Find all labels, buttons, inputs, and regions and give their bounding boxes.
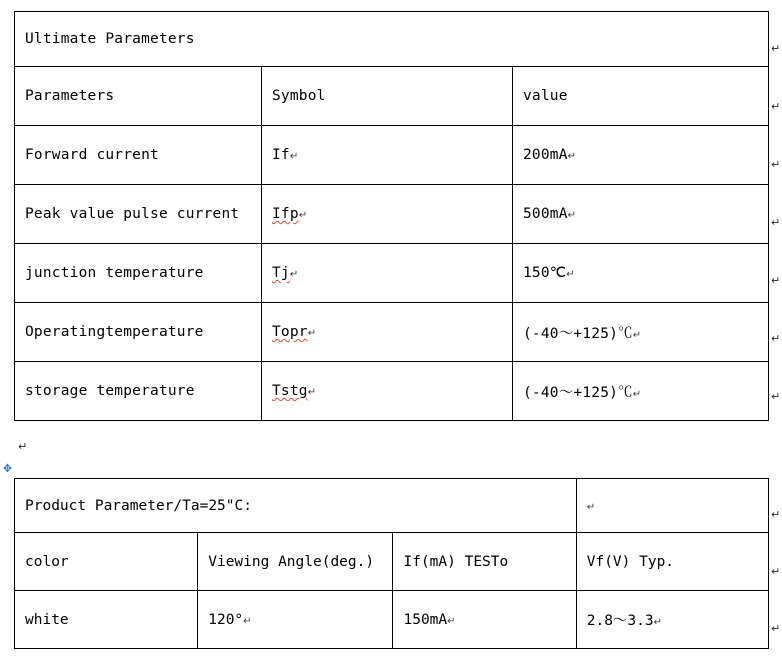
cell-text: Ifp	[272, 206, 299, 222]
paragraph-mark-icon: ↵	[243, 615, 252, 627]
table2-title: Product Parameter/Ta=25"C:	[25, 497, 252, 514]
paragraph-mark-icon: ↵	[771, 216, 781, 229]
cell-text: Operatingtemperature	[25, 324, 204, 340]
paragraph-mark-icon: ↵	[771, 390, 781, 403]
table2-title-extra-cell[interactable]	[576, 479, 768, 533]
cell-text: Symbol	[272, 88, 326, 104]
cell-text: 200mA	[523, 147, 568, 163]
table2-header-if-test[interactable]	[393, 533, 576, 591]
cell-value[interactable]	[513, 362, 769, 421]
cell-text: Forward current	[25, 147, 159, 163]
cell-text: value	[523, 88, 568, 104]
cell-color[interactable]	[15, 591, 198, 649]
cell-text: (-40～+125)℃	[523, 384, 633, 401]
paragraph-mark-icon: ↵	[567, 151, 577, 162]
cell-text: Peak value pulse current	[25, 206, 240, 222]
table1-header-value[interactable]	[513, 67, 769, 126]
cell-viewing-angle[interactable]	[198, 591, 393, 649]
table2-header-viewing-angle[interactable]	[198, 533, 393, 591]
cell-parameter[interactable]	[15, 126, 262, 185]
cell-text: If(mA) TESTo	[403, 553, 509, 570]
table-row	[15, 185, 769, 244]
table-row	[15, 126, 769, 185]
table2-header-color[interactable]	[15, 533, 198, 591]
cell-text: Tj	[272, 265, 290, 281]
cell-text: Tstg	[272, 383, 308, 399]
table-move-handle-icon[interactable]: ✥	[2, 462, 13, 475]
table-row	[15, 12, 769, 67]
cell-text: Topr	[272, 324, 308, 340]
paragraph-mark-icon: ↵	[586, 501, 596, 513]
cell-text: 2.8～3.3	[586, 613, 654, 629]
table-row	[15, 303, 769, 362]
cell-parameter[interactable]	[15, 185, 262, 244]
paragraph-mark-icon: ↵	[771, 100, 781, 113]
cell-text: Viewing Angle(deg.)	[208, 553, 375, 570]
paragraph-mark-icon: ↵	[771, 622, 781, 635]
table-row	[15, 362, 769, 421]
cell-test-current[interactable]	[393, 591, 576, 649]
product-parameter-table	[14, 478, 769, 649]
table2-title-cell[interactable]	[15, 479, 577, 533]
paragraph-mark-icon: ↵	[653, 617, 663, 628]
cell-symbol[interactable]	[262, 244, 513, 303]
paragraph-mark-icon: ↵	[289, 269, 299, 280]
table-row	[15, 533, 769, 591]
cell-value[interactable]	[513, 303, 769, 362]
paragraph-mark-icon: ↵	[771, 332, 781, 345]
cell-text: 500mA	[523, 206, 568, 222]
paragraph-mark-icon: ↵	[298, 210, 308, 221]
cell-text: junction temperature	[25, 265, 204, 281]
paragraph-mark-icon: ↵	[307, 328, 317, 339]
cell-symbol[interactable]	[262, 185, 513, 244]
paragraph-mark-icon: ↵	[18, 440, 28, 453]
cell-parameter[interactable]	[15, 303, 262, 362]
paragraph-mark-icon: ↵	[567, 210, 577, 221]
cell-text: 150mA	[403, 611, 448, 628]
paragraph-mark-icon: ↵	[771, 508, 781, 521]
paragraph-mark-icon: ↵	[447, 615, 456, 627]
paragraph-mark-icon: ↵	[566, 269, 575, 280]
table-row	[15, 591, 769, 649]
cell-parameter[interactable]	[15, 244, 262, 303]
cell-symbol[interactable]	[262, 126, 513, 185]
cell-text: (-40～+125)℃	[523, 325, 633, 342]
table-row	[15, 479, 769, 533]
cell-value[interactable]	[513, 185, 769, 244]
cell-text: white	[25, 611, 69, 628]
cell-value[interactable]	[513, 126, 769, 185]
cell-text: 150℃	[523, 265, 567, 281]
cell-symbol[interactable]	[262, 362, 513, 421]
paragraph-mark-icon: ↵	[771, 42, 781, 55]
cell-forward-voltage[interactable]	[576, 591, 768, 649]
cell-parameter[interactable]	[15, 362, 262, 421]
cell-text: If	[272, 147, 290, 163]
ultimate-parameters-table	[14, 11, 769, 421]
table1-title: Ultimate Parameters	[25, 31, 195, 47]
cell-text: Parameters	[25, 88, 115, 104]
paragraph-mark-icon: ↵	[771, 274, 781, 287]
paragraph-mark-icon: ↵	[771, 158, 781, 171]
paragraph-mark-icon: ↵	[632, 388, 642, 400]
table1-title-cell[interactable]	[15, 12, 769, 67]
cell-text: storage temperature	[25, 383, 195, 399]
table1-header-parameters[interactable]	[15, 67, 262, 126]
table-row	[15, 67, 769, 126]
table1-header-symbol[interactable]	[262, 67, 513, 126]
cell-symbol[interactable]	[262, 303, 513, 362]
paragraph-mark-icon: ↵	[771, 565, 781, 578]
cell-text: color	[25, 553, 69, 570]
cell-text: Vf(V) Typ.	[586, 553, 675, 570]
cell-text: 120°	[208, 611, 244, 628]
cell-value[interactable]	[513, 244, 769, 303]
table-row	[15, 244, 769, 303]
paragraph-mark-icon: ↵	[289, 151, 299, 162]
paragraph-mark-icon: ↵	[307, 387, 317, 398]
paragraph-mark-icon: ↵	[632, 329, 642, 341]
table2-header-vf-typ[interactable]	[576, 533, 768, 591]
